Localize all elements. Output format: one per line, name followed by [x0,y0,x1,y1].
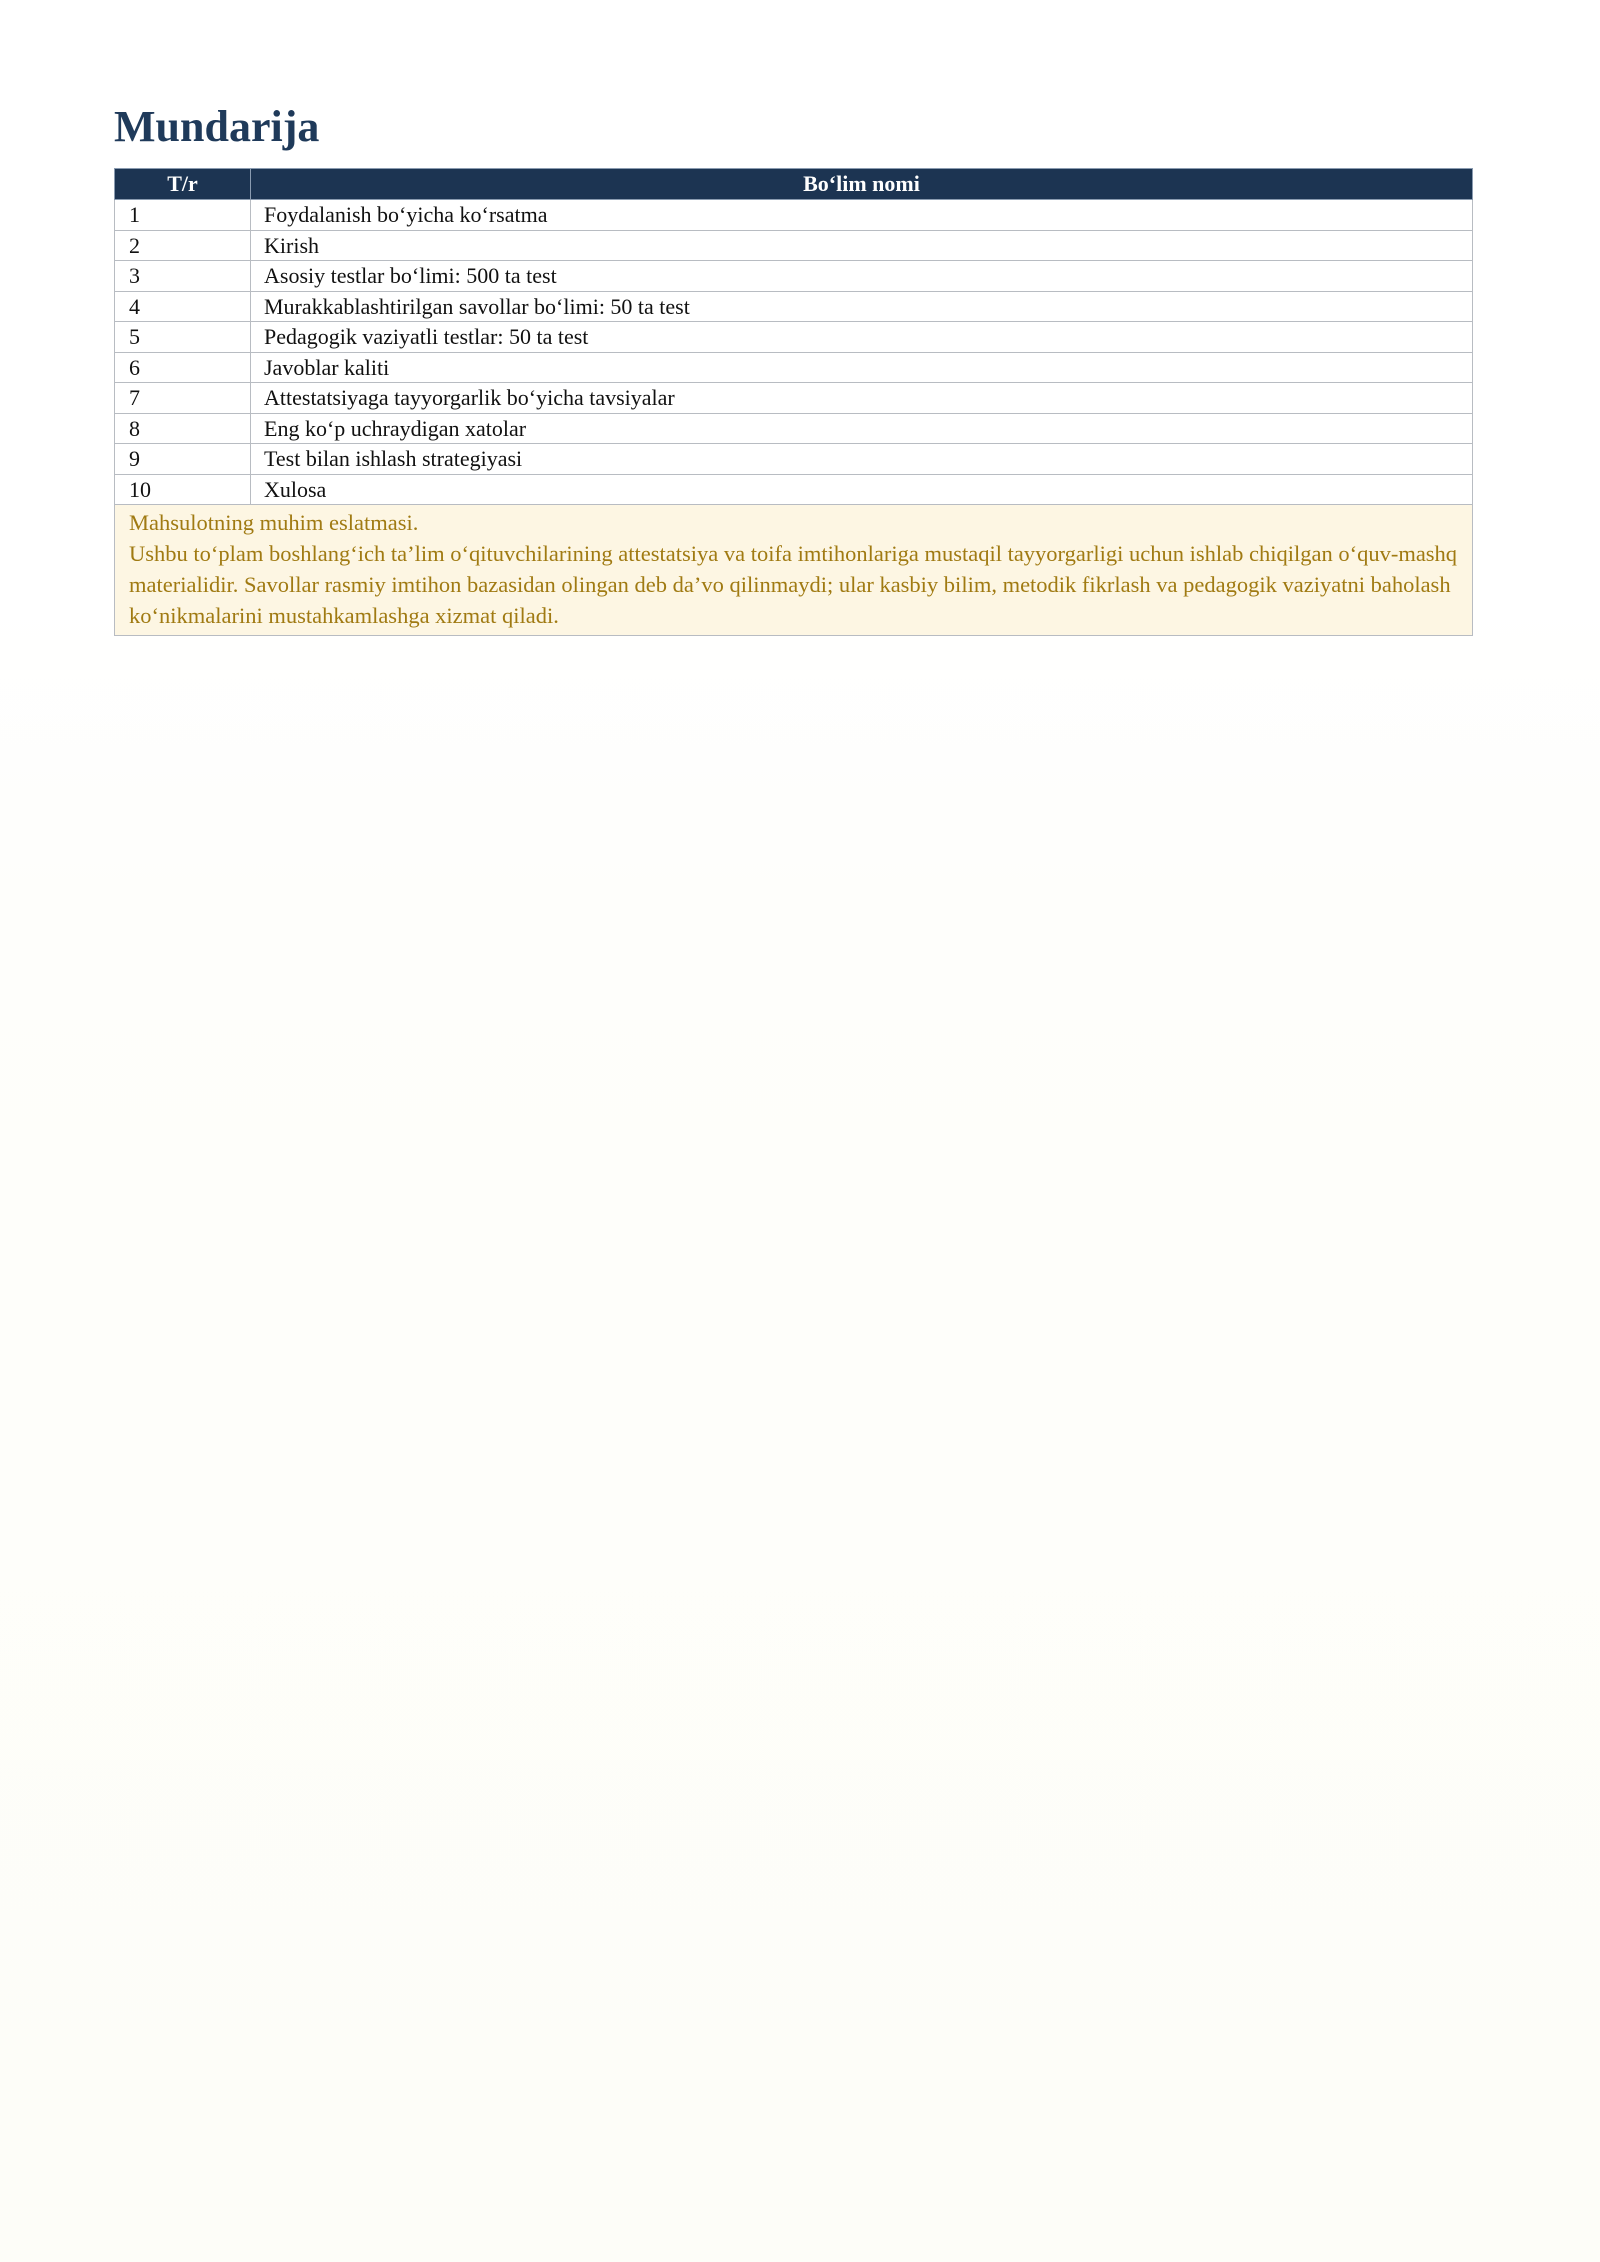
important-note [115,505,1473,636]
table-row [115,474,1473,505]
row-number: 3 [115,261,251,292]
row-number: 1 [115,200,251,231]
row-section-name: Murakkablashtirilgan savollar bo‘limi: 50 ta test [251,291,1473,322]
row-section-name: Javoblar kaliti [251,352,1473,383]
column-header-section-name: Bo‘lim nomi [251,169,1473,200]
table-row [115,322,1473,353]
row-number: 8 [115,413,251,444]
row-section-name: Pedagogik vaziyatli testlar: 50 ta test [251,322,1473,353]
row-number: 7 [115,383,251,414]
row-section-name: Eng ko‘p uchraydigan xatolar [251,413,1473,444]
row-number: 5 [115,322,251,353]
row-section-name: Attestatsiyaga tayyorgarlik bo‘yicha tavsiyalar [251,383,1473,414]
page-content [114,100,1472,636]
row-section-name: Kirish [251,230,1473,261]
row-section-name: Foydalanish bo‘yicha ko‘rsatma [251,200,1473,231]
row-section-name: Xulosa [251,474,1473,505]
table-row [115,230,1473,261]
table-of-contents [114,168,1473,636]
row-number: 4 [115,291,251,322]
row-number: 9 [115,444,251,475]
table-row [115,200,1473,231]
table-row [115,261,1473,292]
table-row [115,444,1473,475]
note-body: Ushbu to‘plam boshlang‘ich ta’lim o‘qituvchilarining attestatsiya va toifa imtihonlariga mustaqil tayyorgarligi uchun ishlab chiqilgan o‘quv-mashq materialidir. Savollar rasmiy imtihon bazasidan olingan deb da’vo qilinmaydi; ular kasbiy bilim, metodik fikrlash va pedagogik vaziyatni baholash ko‘nikmalarini mustahkamlashga xizmat qiladi. [129,541,1458,628]
note-row [115,505,1473,636]
row-number: 2 [115,230,251,261]
table-row [115,413,1473,444]
row-number: 10 [115,474,251,505]
table-row [115,352,1473,383]
table-row [115,383,1473,414]
table-row [115,291,1473,322]
page-title: Mundarija [114,102,320,151]
note-title: Mahsulotning muhim eslatmasi. [129,510,419,535]
row-section-name: Test bilan ishlash strategiyasi [251,444,1473,475]
table-header-row [115,169,1473,200]
row-number: 6 [115,352,251,383]
row-section-name: Asosiy testlar bo‘limi: 500 ta test [251,261,1473,292]
column-header-number: T/r [115,169,251,200]
